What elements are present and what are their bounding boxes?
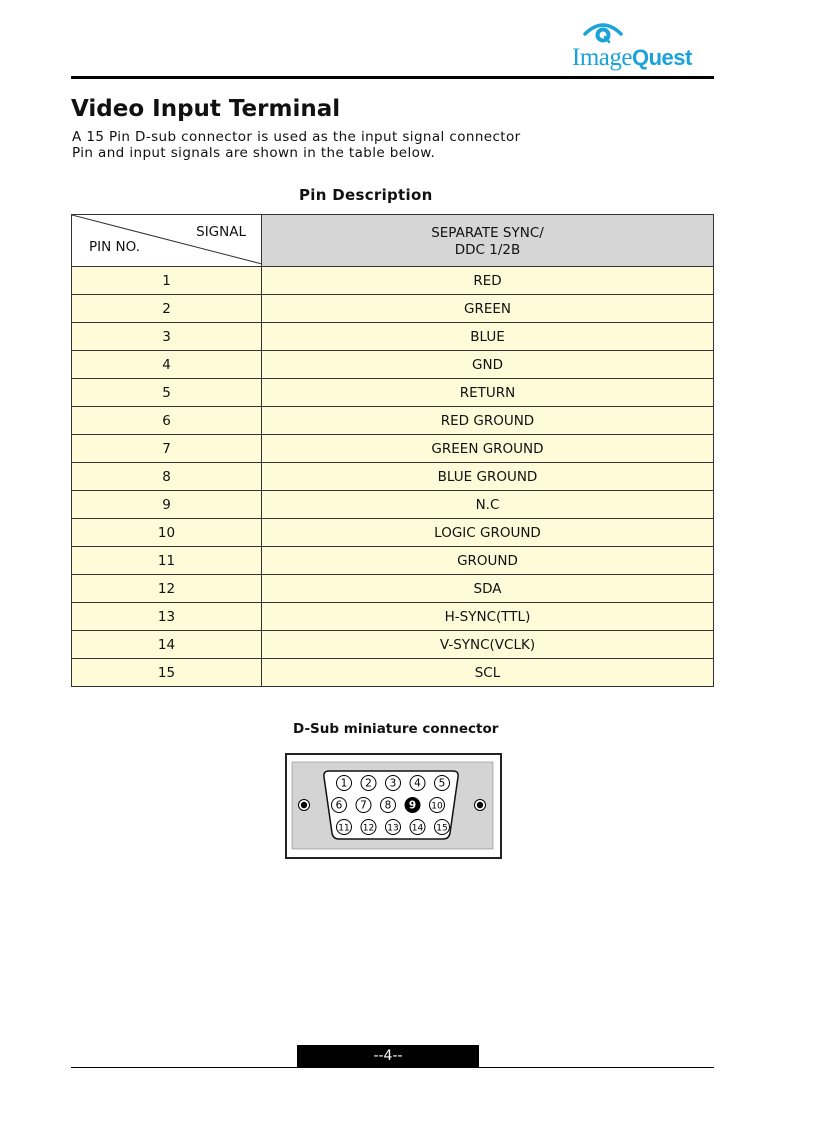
table-row <box>72 519 714 547</box>
pin-number-cell: 15 <box>72 659 262 687</box>
table-row <box>72 435 714 463</box>
table-title: Pin Description <box>299 186 433 204</box>
svg-text:12: 12 <box>362 823 375 834</box>
connector-title: D-Sub miniature connector <box>293 721 499 737</box>
svg-text:9: 9 <box>408 799 417 812</box>
connector-pin-13 <box>386 820 401 835</box>
table-header-row <box>72 215 714 267</box>
signal-cell: N.C <box>262 491 714 519</box>
signal-cell: SDA <box>262 575 714 603</box>
bottom-rule <box>71 1067 714 1068</box>
svg-text:11: 11 <box>338 823 350 834</box>
corner-signal-label: SIGNAL <box>196 224 246 240</box>
pin-number-cell: 13 <box>72 603 262 631</box>
page-title: Video Input Terminal <box>71 96 341 122</box>
connector-pin-9 <box>405 798 420 813</box>
signal-cell: BLUE GROUND <box>262 463 714 491</box>
pin-number-cell: 7 <box>72 435 262 463</box>
pin-number-cell: 6 <box>72 407 262 435</box>
connector-pin-7 <box>356 798 371 813</box>
intro-line-2: Pin and input signals are shown in the table below. <box>72 145 436 161</box>
mount-hole-left <box>299 800 310 811</box>
pin-number-cell: 1 <box>72 267 262 295</box>
signal-cell: GROUND <box>262 547 714 575</box>
signal-cell: GREEN <box>262 295 714 323</box>
table-row <box>72 351 714 379</box>
svg-text:3: 3 <box>389 777 397 790</box>
connector-pin-15 <box>435 820 450 835</box>
connector-pin-12 <box>361 820 376 835</box>
intro-line-1: A 15 Pin D-sub connector is used as the input signal connector <box>72 129 521 145</box>
pin-number-cell: 3 <box>72 323 262 351</box>
table-row <box>72 491 714 519</box>
brand-prefix: Image <box>572 44 632 71</box>
pin-number-cell: 4 <box>72 351 262 379</box>
signal-cell: RED GROUND <box>262 407 714 435</box>
brand-suffix: Quest <box>631 45 692 70</box>
pin-number-cell: 8 <box>72 463 262 491</box>
table-row <box>72 659 714 687</box>
svg-text:7: 7 <box>360 799 367 812</box>
eye-q-icon <box>582 20 624 46</box>
signal-cell: GREEN GROUND <box>262 435 714 463</box>
pin-number-cell: 12 <box>72 575 262 603</box>
imagequest-logo <box>572 20 714 74</box>
connector-pin-6 <box>332 798 347 813</box>
table-row <box>72 603 714 631</box>
pin-number-cell: 14 <box>72 631 262 659</box>
signal-cell: RED <box>262 267 714 295</box>
connector-pin-8 <box>381 798 396 813</box>
connector-pin-3 <box>386 776 401 791</box>
connector-pin-2 <box>361 776 376 791</box>
signal-cell: LOGIC GROUND <box>262 519 714 547</box>
signal-column-header <box>262 215 714 267</box>
signal-cell: BLUE <box>262 323 714 351</box>
signal-cell: RETURN <box>262 379 714 407</box>
pin-number-cell: 2 <box>72 295 262 323</box>
svg-text:15: 15 <box>436 823 448 834</box>
intro-text <box>72 129 521 161</box>
top-rule <box>71 76 714 79</box>
signal-cell: GND <box>262 351 714 379</box>
connector-pin-11 <box>337 820 352 835</box>
svg-text:10: 10 <box>431 801 443 812</box>
page-number-bar <box>297 1045 479 1068</box>
signal-cell: H-SYNC(TTL) <box>262 603 714 631</box>
brand-name <box>572 44 692 72</box>
connector-pin-14 <box>410 820 425 835</box>
table-row <box>72 407 714 435</box>
table-row <box>72 463 714 491</box>
connector-pin-10 <box>430 798 445 813</box>
table-row <box>72 295 714 323</box>
pin-number-cell: 5 <box>72 379 262 407</box>
corner-cell <box>72 215 262 267</box>
svg-text:14: 14 <box>411 823 424 834</box>
corner-pin-label: PIN NO. <box>89 239 140 255</box>
svg-text:2: 2 <box>365 777 372 790</box>
page-number: --4-- <box>373 1048 403 1064</box>
svg-text:6: 6 <box>335 799 343 812</box>
table-row <box>72 575 714 603</box>
signal-header-line-2: DDC 1/2B <box>454 241 521 258</box>
pin-number-cell: 9 <box>72 491 262 519</box>
signal-cell: V-SYNC(VCLK) <box>262 631 714 659</box>
pin-description-table <box>71 214 714 687</box>
pin-number-cell: 10 <box>72 519 262 547</box>
svg-text:1: 1 <box>340 777 348 790</box>
table-row <box>72 379 714 407</box>
table-row <box>72 267 714 295</box>
pin-number-cell: 11 <box>72 547 262 575</box>
connector-pin-5 <box>435 776 450 791</box>
table-row <box>72 547 714 575</box>
svg-text:4: 4 <box>414 777 421 790</box>
connector-pin-4 <box>410 776 425 791</box>
dsub-connector-diagram <box>285 753 502 859</box>
signal-cell: SCL <box>262 659 714 687</box>
table-row <box>72 631 714 659</box>
mount-hole-right <box>475 800 486 811</box>
table-row <box>72 323 714 351</box>
connector-pin-1 <box>337 776 352 791</box>
svg-text:13: 13 <box>387 823 399 834</box>
signal-header-line-1: SEPARATE SYNC/ <box>431 224 544 241</box>
svg-text:5: 5 <box>438 777 446 790</box>
svg-text:8: 8 <box>384 799 392 812</box>
